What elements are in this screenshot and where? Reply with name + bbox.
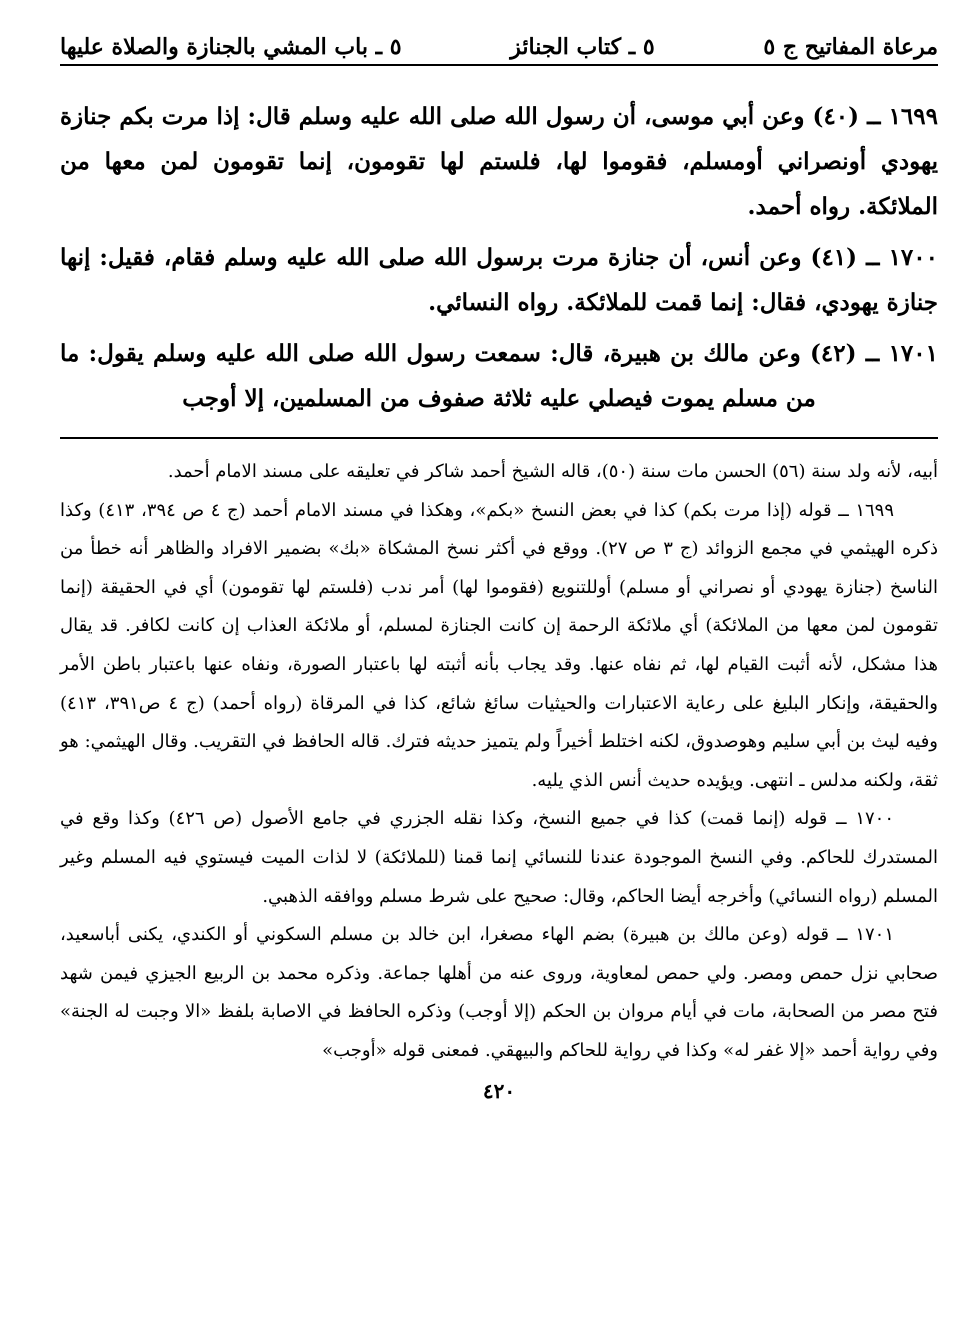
- hadith-1700: ١٧٠٠ ــ (٤١) وعن أنس، أن جنازة مرت برسول الله صلى الله عليه وسلم فقام، فقيل: إنها جنازة يهودي، فقال: إنما قمت للملائكة. رواه النسائي.: [60, 244, 938, 316]
- hadith-1701: ١٧٠١ ــ (٤٢) وعن مالك بن هبيرة، قال: سمعت رسول الله صلى الله عليه وسلم يقول: ما من مسلم يموت فيصلي عليه ثلاثة صفوف من المسلمين، إلا أوجب: [60, 340, 938, 412]
- commentary-1699: ١٦٩٩ ــ قوله (إذا مرت بكم) كذا في بعض النسخ «بكم»، وهكذا في مسند الامام أحمد (ج ٤ ص ٣٩٤، ٤١٣) وكذا ذكره الهيثمي في مجمع الزوائد (ج ٣ ص ٢٧). ووقع في أكثر نسخ المشكاة «بك» بضمير الافراد والظاهر أنه خطأ من الناسخ (جنازة يهودي أو نصراني أو مسلم) أوللتنويع (فقوموا لها) أمر ندب (فلستم لها تقومون) أي في الحقيقة (إنما تقومون لمن معها من الملائكة) أي ملائكة الرحمة إن كانت الجنازة لمسلم، أو ملائكة العذاب إن كانت لكافر. قد يقال هذا مشكل، لأنه أثبت القيام لها، ثم نفاه عنها. وقد يجاب بأنه أثبته لها باعتبار الصورة، ونفاه عنها باعتبار باطن الأمر والحقيقة، وإنكار البليغ على رعاية الاعتبارات والحيثيات سائغ شائع، كذا في المرقاة (رواه أحمد) (ج ٤ ص٣٩١، ٤١٣) وفيه ليث بن أبي سليم وهوصدوق، لكنه اختلط أخيراً ولم يتميز حديثه فترك. قاله الحافظ في التقريب. وقال الهيثمي: هو ثقة، ولكنه مدلس ـ انتهى. ويؤيده حديث أنس الذي يليه.: [60, 499, 938, 791]
- page: [60, 24, 938, 1103]
- running-header: [60, 24, 938, 66]
- hadith-text: [60, 94, 938, 421]
- commentary-continuation: أبيه، لأنه ولد سنة (٥٦) الحسن مات سنة (٥٠)، قاله الشيخ أحمد شاكر في تعليقه على مسند الامام أحمد.: [167, 461, 938, 482]
- footnote-separator: [60, 437, 938, 439]
- page-number: ٤٢٠: [482, 1078, 516, 1103]
- commentary: [60, 453, 938, 1071]
- commentary-1701: ١٧٠١ ــ قوله (وعن مالك بن هبيرة) بضم الهاء مصغرا، ابن خالد بن مسلم السكوني أو الكندي، يكنى أباسعيد، صحابي نزل حمص ومصر. ولي حمص لمعاوية، وروى عنه من أهلها جماعة. وذكره محمد بن الربيع الجيزي فيمن شهد فتح مصر من الصحابة، مات في أيام مروان بن الحكم (إلا أوجب) وذكره الحافظ في الاصابة بلفظ «الا وجبت له الجنة» وفي رواية أحمد «إلا غفر له» وكذا في رواية للحاكم والبيهقي. فمعنى قوله «أوجب»: [60, 924, 938, 1061]
- hadith-1699: ١٦٩٩ ــ (٤٠) وعن أبي موسى، أن رسول الله صلى الله عليه وسلم قال: إذا مرت بكم جنازة يهودي أونصراني أومسلم، فقوموا لها، فلستم لها تقومون، إنما تقومون لمن معها من الملائكة. رواه أحمد.: [60, 103, 938, 220]
- header-chapter: ٥ ـ باب المشي بالجنازة والصلاة عليها: [60, 34, 402, 60]
- commentary-1700: ١٧٠٠ ــ قوله (إنما قمت) كذا في جميع النسخ، وكذا نقله الجزري في جامع الأصول (ص ٤٢٦) وكذا وقع في المستدرك للحاكم. وفي النسخ الموجودة عندنا للنسائي إنما قمنا (للملائكة) لا لذات الميت فيستوي فيه المسلم وغير المسلم (رواه النسائي) وأخرجه أيضا الحاكم، وقال: صحيح على شرط مسلم ووافقه الذهبي.: [60, 808, 938, 907]
- header-book: ٥ ـ كتاب الجنائز: [510, 34, 655, 60]
- header-volume: مرعاة المفاتيح ج ٥: [763, 34, 938, 60]
